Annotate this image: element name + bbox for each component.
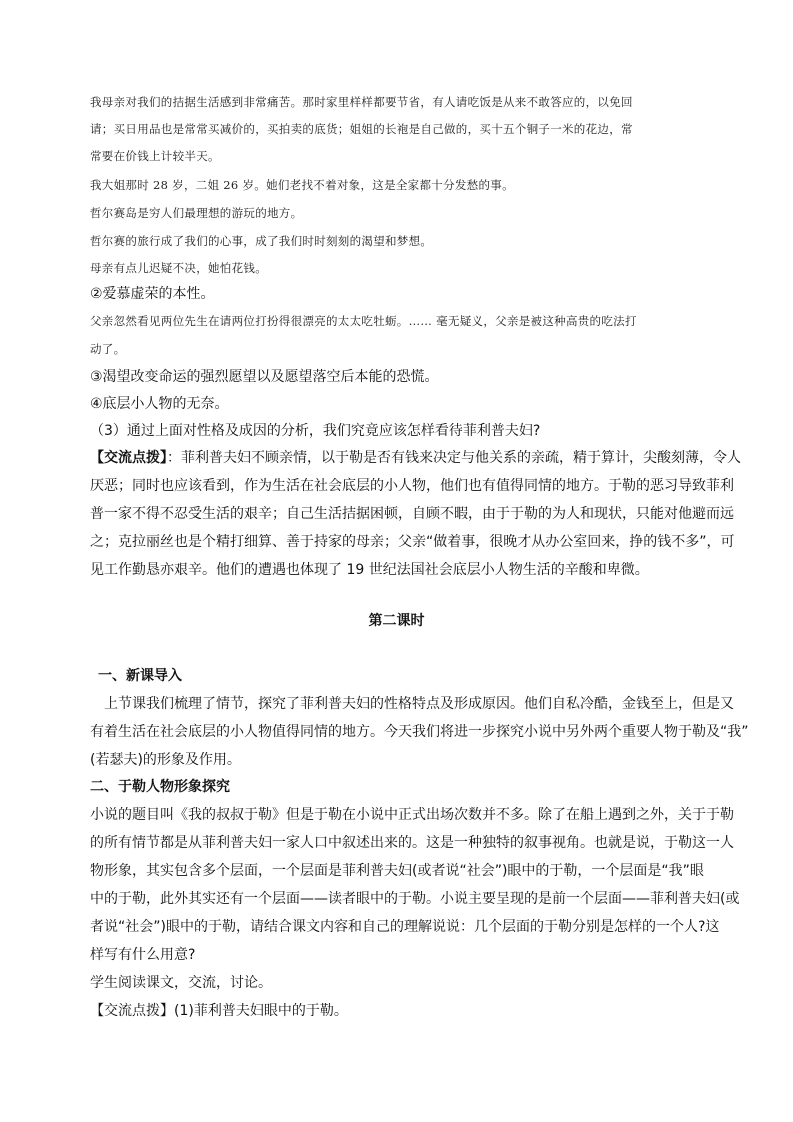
yule-paragraph-line: 者说“社会”)眼中的于勒，请结合课文内容和自己的理解说说：几个层面的于勒分别是怎样的一个人?这 (90, 919, 720, 935)
quote-line: 父亲忽然看见两位先生在请两位打扮得很漂亮的太太吃牡蛎。…… 毫无疑义，父亲是被这种高贵的吃法打 (90, 314, 637, 328)
point-4: ④底层小人物的无奈。 (90, 396, 229, 412)
discussion-2: 【交流点拨】(1)菲利普夫妇眼中的于勒。 (90, 1003, 348, 1019)
quote-line: 请；买日用品也是常常买减价的，买拍卖的底货；姐姐的长袍是自己做的，买十五个铜子一米的花边，常 (90, 122, 633, 136)
yule-paragraph-line: 小说的题目叫《我的叔叔于勒》但是于勒在小说中正式出场次数并不多。除了在船上遇到之外，关于于勒 (90, 807, 734, 823)
discussion-paragraph-line: 普一家不得不忍受生活的艰辛；自己生活拮据困顿，自顾不暇，由于于勒的为人和现状，只能对他避而远 (90, 506, 734, 522)
discussion-label: 【交流点拨】 (90, 1003, 174, 1019)
quote-line: 哲尔赛岛是穷人们最理想的游玩的地方。 (90, 206, 303, 220)
discussion-paragraph-line: 见工作勤恳亦艰辛。他们的遭遇也体现了 19 世纪法国社会底层小人物生活的辛酸和卑微。 (90, 562, 649, 578)
intro-paragraph-line: 有着生活在社会底层的小人物值得同情的地方。今天我们将进一步探究小说中另外两个重要人物于勒及“我” (90, 724, 749, 740)
quote-line: 我母亲对我们的拮据生活感到非常痛苦。那时家里样样都要节省，有人请吃饭是从来不敢答应的，以免回 (90, 95, 633, 109)
quote-line: 母亲有点儿迟疑不决，她怕花钱。 (90, 261, 267, 275)
section-heading-yule: 二、于勒人物形象探究 (90, 779, 230, 795)
discussion-paragraph-line: 厌恶；同时也应该看到，作为生活在社会底层的小人物，他们也有值得同情的地方。于勒的恶习导致菲利 (90, 478, 734, 494)
yule-paragraph-line: 中的于勒，此外其实还有一个层面——读者眼中的于勒。小说主要呈现的是前一个层面——菲利普夫妇(或 (90, 891, 740, 907)
intro-paragraph-line: (若瑟夫)的形象及作用。 (90, 752, 241, 768)
quote-line: 哲尔赛的旅行成了我们的心事，成了我们时时刻刻的渴望和梦想。 (90, 234, 433, 248)
yule-paragraph-line: 的所有情节都是从菲利普夫妇一家人口中叙述出来的。这是一种独特的叙事视角。也就是说，于勒这一人 (90, 835, 734, 851)
discussion-paragraph-line: 【交流点拨】：菲利普夫妇不顾亲情，以于勒是否有钱来决定与他关系的亲疏，精于算计，尖酸刻薄，令人 (90, 450, 741, 466)
quote-line: 我大姐那时 28 岁，二姐 26 岁。她们老找不着对象，这是全家都十分发愁的事。 (90, 178, 514, 192)
quote-line: 常要在价钱上计较半天。 (90, 149, 220, 163)
discussion-label: 【交流点拨】 (90, 450, 167, 466)
intro-paragraph-line: 上节课我们梳理了情节，探究了菲利普夫妇的性格特点及形成原因。他们自私冷酷，金钱至上，但是又 (104, 696, 734, 712)
question-3: （3）通过上面对性格及成因的分析，我们究竟应该怎样看待菲利普夫妇? (90, 423, 541, 439)
yule-paragraph-line: 样写有什么用意? (90, 947, 196, 963)
point-3: ③渴望改变命运的强烈愿望以及愿望落空后本能的恐慌。 (90, 369, 439, 385)
yule-paragraph-line: 物形象，其实包含多个层面，一个层面是菲利普夫妇(或者说“社会”)眼中的于勒，一个层面是“我”眼 (90, 863, 704, 879)
point-2: ②爱慕虚荣的本性。 (90, 286, 215, 302)
section-heading-intro: 一、新课导入 (98, 668, 182, 684)
discussion-paragraph-line: 之；克拉丽丝也是个精打细算、善于持家的母亲；父亲“做着事，很晚才从办公室回来，挣的钱不多”，可 (90, 534, 735, 550)
lesson-title: 第二课时 (368, 613, 425, 629)
activity-text: 学生阅读课文，交流，讨论。 (90, 975, 272, 991)
quote-line: 动了。 (90, 342, 126, 356)
